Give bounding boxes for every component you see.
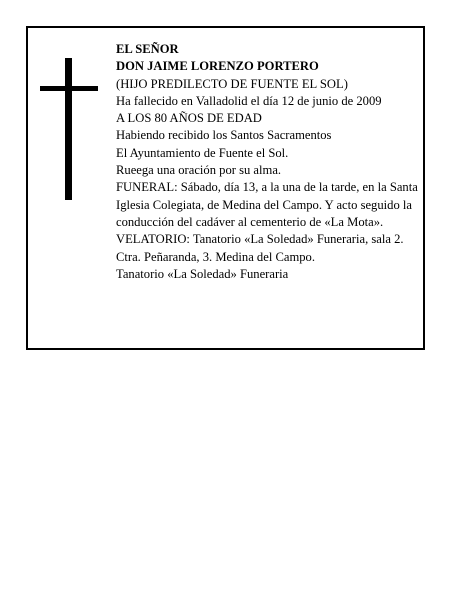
wake-paragraph: VELATORIO: Tanatorio «La Soledad» Funeraria, sala 2. Ctra. Peñaranda, 3. Medina del Campo. [116, 232, 404, 264]
cross-icon [40, 58, 98, 200]
prayer-request-line: Rueega una oración por su alma. [116, 163, 282, 178]
funeral-home-line: Tanatorio «La Soledad» Funeraria [116, 266, 289, 281]
notice-heading: EL SEÑOR [116, 42, 179, 56]
sacraments-line: Habiendo recibido los Santos Sacramentos [116, 128, 332, 143]
funeral-paragraph: FUNERAL: Sábado, día 13, a la una de la tarde, en la Santa Iglesia Colegiata, de Medina del Campo. Y acto seguido la conducción del cadáver al cementerio de «La Mota». [116, 180, 418, 229]
death-date-line: Ha fallecido en Valladolid el día 12 de junio de 2009 [116, 93, 382, 108]
town-council-line: El Ayuntamiento de Fuente el Sol. [116, 145, 289, 160]
notice-body [116, 41, 419, 283]
age-line: A LOS 80 AÑOS DE EDAD [116, 111, 262, 126]
honorific-line: (HIJO PREDILECTO DE FUENTE EL SOL) [116, 76, 348, 91]
deceased-name: DON JAIME LORENZO PORTERO [116, 59, 319, 74]
obituary-notice [26, 26, 425, 350]
